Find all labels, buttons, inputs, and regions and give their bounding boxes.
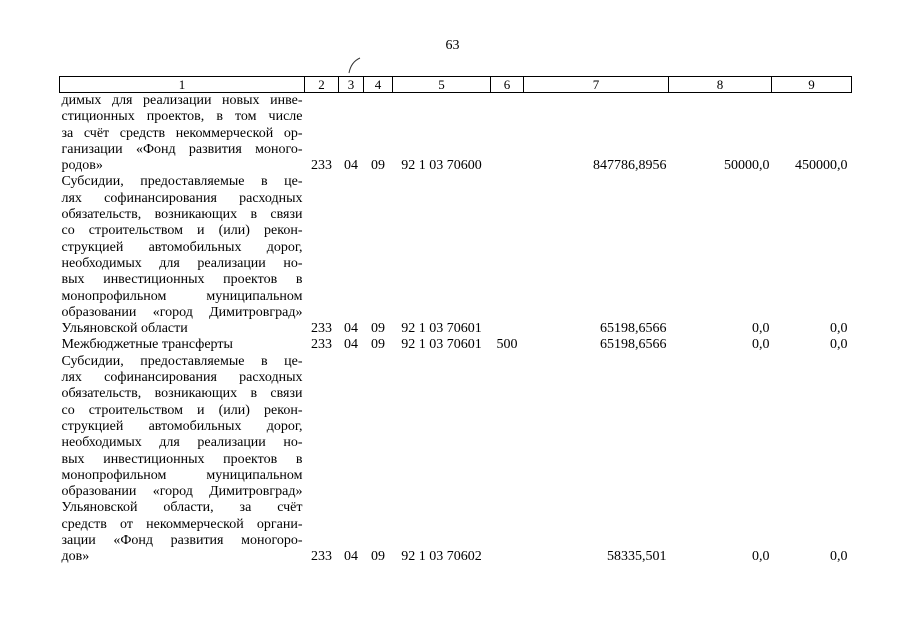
- description-line: Субсидии, предоставляемые в це-: [61, 174, 303, 190]
- ministry-code: 233: [311, 158, 332, 174]
- description-line: со строительством и (или) рекон-: [61, 223, 303, 239]
- table-row: [60, 337, 852, 353]
- header-col-7: 7: [524, 77, 669, 93]
- description-line: лях софинансирования расходных: [61, 370, 303, 386]
- expense-type-code: [491, 354, 524, 566]
- header-col-1: 1: [60, 77, 305, 93]
- expense-type-code: [491, 93, 524, 175]
- subsection-code: 09: [371, 158, 385, 174]
- amount-year-2: 0,0: [752, 337, 770, 353]
- header-col-9: 9: [772, 77, 852, 93]
- amount-year-3: 0,0: [830, 337, 848, 353]
- section-code: 04: [344, 321, 358, 337]
- handwritten-check-mark: [346, 56, 364, 74]
- description-line: зации «Фонд развития моногоро-: [61, 533, 303, 549]
- section-code: 04: [344, 337, 358, 353]
- table-body: [60, 93, 852, 566]
- expense-type-code: 500: [496, 337, 518, 353]
- amount-year-3: 0,0: [830, 549, 848, 565]
- header-col-2: 2: [305, 77, 339, 93]
- amount-year-3: 0,0: [830, 321, 848, 337]
- description-line: струкцией автомобильных дорог,: [61, 418, 303, 434]
- header-col-4: 4: [364, 77, 393, 93]
- description-line: струкцией автомобильных дорог,: [61, 239, 303, 255]
- description-line: Субсидии, предоставляемые в це-: [61, 353, 303, 369]
- subsection-code: 09: [371, 337, 385, 353]
- description-line: Ульяновской области, за счёт: [61, 500, 303, 516]
- page-number: 63: [445, 38, 460, 53]
- description-line: стиционных проектов, в том числе: [61, 109, 303, 125]
- description-line: дов»: [61, 549, 90, 565]
- subsection-code: 09: [371, 321, 385, 337]
- table-row: [60, 93, 852, 175]
- section-code: 04: [344, 158, 358, 174]
- description-line: со строительством и (или) рекон-: [61, 402, 303, 418]
- header-col-6: 6: [491, 77, 524, 93]
- description-line: образовании «город Димитровград»: [61, 484, 303, 500]
- target-article-code: 92 1 03 70602: [401, 549, 482, 565]
- header-col-5: 5: [393, 77, 491, 93]
- ministry-code: 233: [311, 549, 332, 565]
- row-description: [60, 337, 305, 353]
- description-line: вых инвестиционных проектов в: [61, 272, 303, 288]
- amount-year-2: 50000,0: [724, 158, 770, 174]
- amount-year-1: 58335,501: [607, 549, 667, 565]
- section-code: 04: [344, 549, 358, 565]
- description-line: монопрофильном муниципальном: [61, 288, 303, 304]
- amount-year-1: 65198,6566: [600, 321, 667, 337]
- header-col-8: 8: [669, 77, 772, 93]
- description-line: родов»: [61, 158, 103, 174]
- column-number-header: [60, 77, 852, 93]
- row-description: [60, 354, 305, 566]
- description-line: Ульяновской области: [61, 321, 188, 337]
- row-description: [60, 174, 305, 337]
- amount-year-2: 0,0: [752, 321, 770, 337]
- ministry-code: 233: [311, 321, 332, 337]
- expense-type-code: [491, 174, 524, 337]
- target-article-code: 92 1 03 70601: [401, 337, 482, 353]
- subsection-code: 09: [371, 549, 385, 565]
- description-line: лях софинансирования расходных: [61, 190, 303, 206]
- description-line: димых для реализации новых инве-: [61, 93, 303, 108]
- amount-year-2: 0,0: [752, 549, 770, 565]
- target-article-code: 92 1 03 70601: [401, 321, 482, 337]
- table-row: [60, 174, 852, 337]
- header-col-3: 3: [339, 77, 364, 93]
- description-line: образовании «город Димитровград»: [61, 304, 303, 320]
- ministry-code: 233: [311, 337, 332, 353]
- amount-year-1: 65198,6566: [600, 337, 667, 353]
- description-line: средств от некоммерческой органи-: [61, 516, 303, 532]
- amount-year-3: 450000,0: [795, 158, 848, 174]
- description-line: монопрофильном муниципальном: [61, 467, 303, 483]
- description-line: за счёт средств некоммерческой ор-: [61, 125, 303, 141]
- description-line: обязательств, возникающих в связи: [61, 386, 303, 402]
- target-article-code: 92 1 03 70600: [401, 158, 482, 174]
- description-line: необходимых для реализации но-: [61, 435, 303, 451]
- table-row: [60, 354, 852, 566]
- description-line: необходимых для реализации но-: [61, 255, 303, 271]
- budget-table: [59, 76, 852, 566]
- description-line: Межбюджетные трансферты: [61, 337, 233, 353]
- description-line: обязательств, возникающих в связи: [61, 207, 303, 223]
- description-line: ганизации «Фонд развития моного-: [61, 141, 303, 157]
- description-line: вых инвестиционных проектов в: [61, 451, 303, 467]
- amount-year-1: 847786,8956: [593, 158, 667, 174]
- row-description: [60, 93, 305, 175]
